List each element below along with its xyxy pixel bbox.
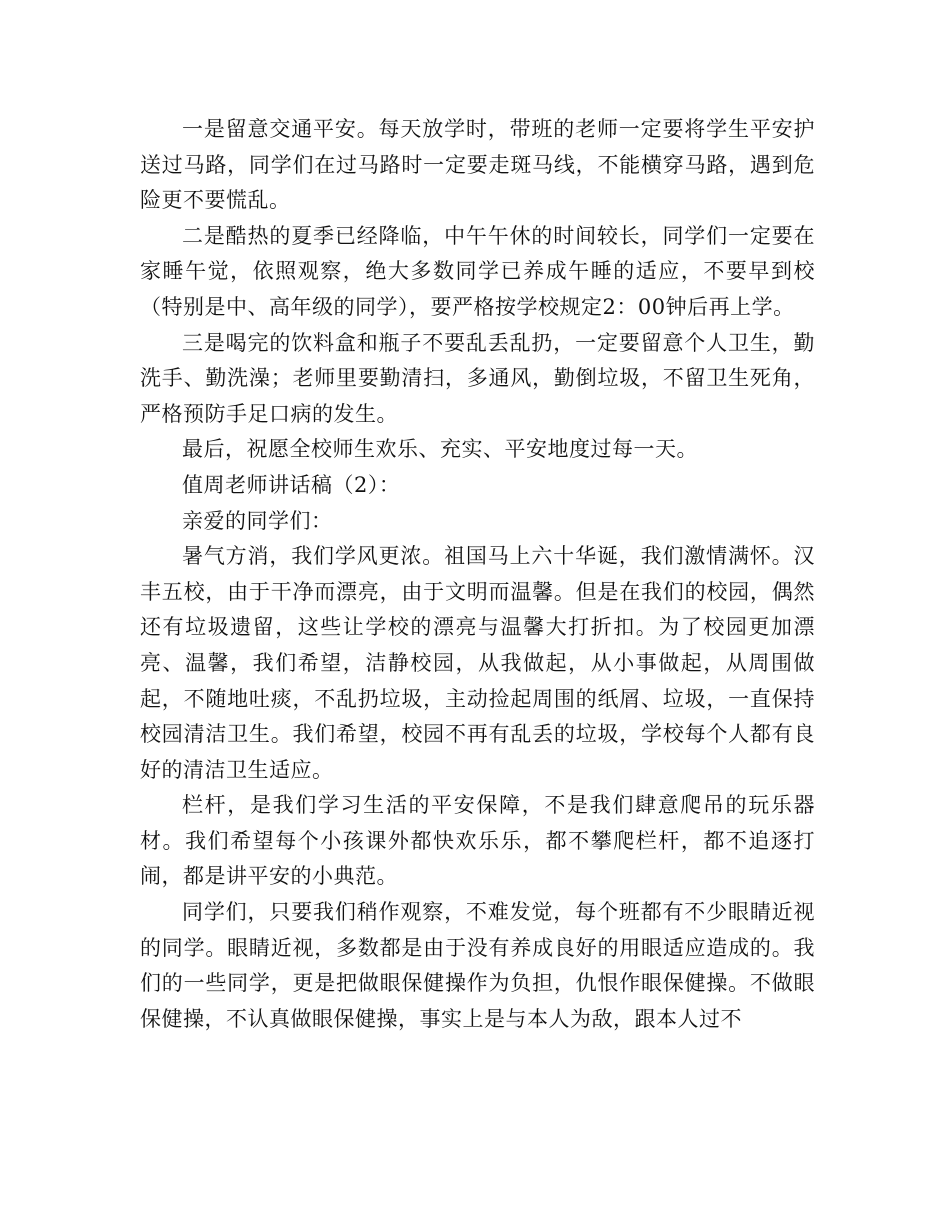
document-body [140, 112, 815, 1037]
section-heading-speech-2: 值周老师讲话稿（2）： [182, 472, 401, 497]
paragraph-hygiene: 三是喝完的饮料盒和瓶子不要乱丢乱扔，一定要留意个人卫生，勤洗手、勤洗澡；老师里要勤清扫，多通风，勤倒垃圾，不留卫生死角，严格预防手足口病的发生。 [140, 330, 815, 426]
paragraph-traffic-safety: 一是留意交通平安。每天放学时，带班的老师一定要将学生平安护送过马路，同学们在过马路时一定要走斑马线，不能横穿马路，遇到危险更不要慌乱。 [140, 117, 815, 213]
paragraph-closing-wish: 最后，祝愿全校师生欢乐、充实、平安地度过每一天。 [182, 437, 698, 462]
salutation: 亲爱的同学们： [182, 508, 333, 533]
paragraph-railings: 栏杆，是我们学习生活的平安保障，不是我们肆意爬吊的玩乐器材。我们希望每个小孩课外都快欢乐乐，都不攀爬栏杆，都不追逐打闹，都是讲平安的小典范。 [140, 793, 815, 889]
paragraph-clean-campus: 暑气方消，我们学风更浓。祖国马上六十华诞，我们激情满怀。汉丰五校，由于干净而漂亮，由于文明而温馨。但是在我们的校园，偶然还有垃圾遗留，这些让学校的漂亮与温馨大打折扣。为了校园更加漂亮、温馨，我们希望，洁静校园，从我做起，从小事做起，从周围做起，不随地吐痰，不乱扔垃圾，主动捡起周围的纸屑、垃圾，一直保持校园清洁卫生。我们希望，校园不再有乱丢的垃圾，学校每个人都有良好的清洁卫生适应。 [140, 544, 815, 782]
paragraph-eye-exercises: 同学们，只要我们稍作观察，不难发觉，每个班都有不少眼睛近视的同学。眼睛近视，多数都是由于没有养成良好的用眼适应造成的。我们的一些同学，更是把做眼保健操作为负担，仇恨作眼保健操。不做眼保健操，不认真做眼保健操，事实上是与本人为敌，跟本人过不 [140, 900, 815, 1031]
paragraph-nap-time: 二是酷热的夏季已经降临，中午午休的时间较长，同学们一定要在家睡午觉，依照观察，绝大多数同学已养成午睡的适应，不要早到校（特别是中、高年级的同学），要严格按学校规定2：00钟后再上学。 [140, 223, 815, 319]
